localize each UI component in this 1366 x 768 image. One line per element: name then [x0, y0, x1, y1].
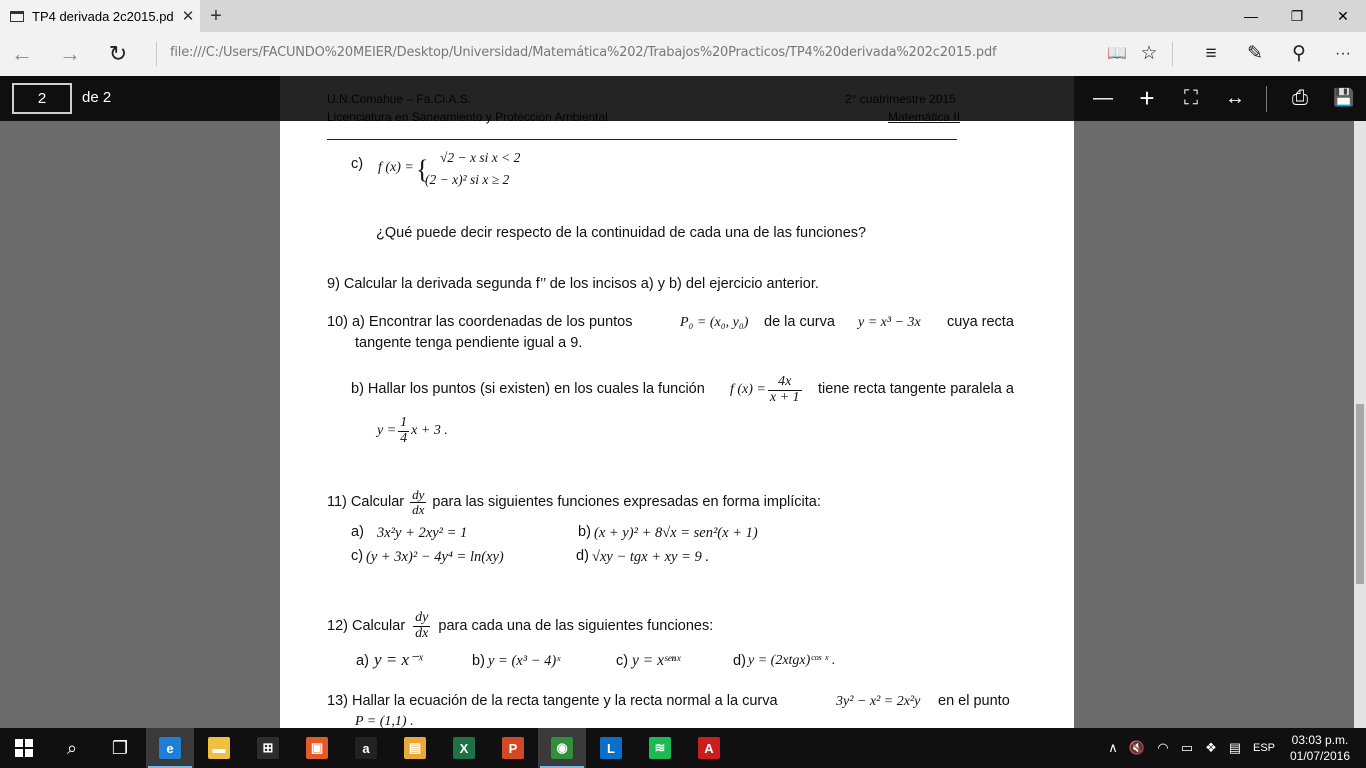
close-window-button[interactable]: ✕ [1337, 8, 1349, 24]
url-field[interactable]: file:///C:/Users/FACUNDO%20MEIER/Desktop/Universidad/Matemática%202/Trabajos%20Practicos/TP4%20derivada%202c2015.pdf [170, 45, 997, 60]
exercise-10a-text-2: de la curva [764, 314, 835, 330]
taskbar-app-excel[interactable] [440, 728, 488, 768]
refresh-button[interactable]: ↻ [108, 41, 128, 66]
derivative-fraction [413, 611, 430, 641]
pdf-viewer [0, 76, 1366, 728]
clock[interactable] [1284, 732, 1356, 764]
y-equals: y = [377, 423, 397, 438]
zoom-out-button[interactable]: — [1093, 87, 1113, 109]
ex12-b-label: b) [472, 653, 485, 669]
clock-time: 03:03 p.m. [1291, 733, 1349, 747]
exercise-10a-text: 10) a) Encontrar las coordenadas de los puntos [327, 314, 633, 330]
volume-icon[interactable]: 🔇 [1128, 740, 1146, 755]
exercise-11-text-2: para las siguientes funciones expresadas en forma implícita: [432, 494, 821, 510]
taskbar-app-photos[interactable] [293, 728, 341, 768]
exercise-10b-text: b) Hallar los puntos (si existen) en los cuales la función [351, 381, 705, 397]
tab-page-icon [10, 11, 24, 22]
favorite-star-icon[interactable]: ☆ [1140, 43, 1158, 64]
fit-width-button[interactable]: ↔ [1225, 87, 1245, 109]
exercise-10b-function [730, 370, 804, 410]
zoom-in-button[interactable]: + [1139, 83, 1155, 113]
maximize-button[interactable]: ❐ [1290, 8, 1304, 24]
item-c-label: c) [351, 156, 364, 172]
line-rest: x + 3 . [411, 423, 448, 438]
denominator: dx [412, 501, 425, 517]
new-tab-button[interactable]: + [210, 5, 222, 27]
tray-chevron-icon[interactable]: ∧ [1108, 740, 1118, 755]
divider [156, 42, 157, 66]
pdf-page [280, 76, 1074, 728]
exercise-10b-line [377, 410, 448, 452]
tab-title: TP4 derivada 2c2015.pd [32, 8, 174, 24]
numerator: dy [412, 486, 425, 502]
divider [1266, 86, 1267, 112]
edge-icon: e [159, 737, 181, 759]
exercise-12-heading [327, 606, 713, 646]
item-c-case-1: √2 − x si x < 2 [440, 150, 521, 165]
brace: { [416, 155, 429, 184]
powerpoint-icon: P [502, 737, 524, 759]
wifi-icon[interactable]: ◠ [1157, 740, 1169, 755]
exercise-9: 9) Calcular la derivada segunda f’’ de los incisos a) y b) del ejercicio anterior. [327, 276, 819, 292]
item-c-case-2: (2 − x)² si x ≥ 2 [425, 172, 510, 187]
notifications-icon[interactable]: ▤ [1228, 740, 1242, 755]
ex12-a-expression: y = x⁻ˣ [374, 650, 423, 669]
denominator: dx [415, 625, 429, 641]
exercise-13-text-2: en el punto [938, 693, 1010, 709]
reading-view-icon[interactable]: 📖 [1107, 45, 1127, 62]
minimize-button[interactable]: — [1244, 8, 1258, 24]
exercise-13-text: 13) Hallar la ecuación de la recta tangente y la recta normal a la curva [327, 693, 778, 709]
function-name: f (x) = [730, 382, 766, 397]
back-button[interactable]: ← [11, 41, 33, 66]
chrome-icon: ◉ [551, 737, 573, 759]
scrollbar-thumb[interactable] [1356, 404, 1364, 584]
taskbar-app-file-explorer[interactable] [195, 728, 243, 768]
continuity-question: ¿Qué puede decir respecto de la continuidad de cada una de las funciones? [376, 225, 867, 241]
spotify-icon: ≋ [649, 737, 671, 759]
tab-strip [0, 0, 1366, 32]
exercise-11-heading [327, 482, 821, 522]
exercise-10a-line-2: tangente tenga pendiente igual a 9. [355, 335, 583, 351]
print-button[interactable]: ⎙ [1292, 87, 1308, 109]
hub-icon[interactable]: ≡ [1205, 43, 1217, 64]
ex11-c-expression: (y + 3x)² − 4y⁴ = ln(xy) [366, 549, 504, 565]
clock-date: 01/07/2016 [1289, 749, 1351, 763]
exercise-12-text-2: para cada una de las siguientes funciones: [438, 618, 714, 634]
vertical-scrollbar[interactable] [1354, 121, 1366, 728]
taskbar-app-store[interactable] [244, 728, 292, 768]
exercise-11-text: 11) Calcular [327, 494, 405, 510]
taskbar-app-powerpoint[interactable] [489, 728, 537, 768]
exercise-12-text: 12) Calcular [327, 618, 406, 634]
task-view-icon: ❐ [111, 737, 129, 758]
task-view-button[interactable] [96, 728, 144, 768]
page-count-label: de 2 [82, 89, 112, 106]
excel-icon: X [453, 737, 475, 759]
start-button[interactable] [0, 728, 48, 768]
item-c-function-name: f (x) = [378, 160, 414, 175]
numerator: 1 [400, 414, 408, 430]
ex11-d-label: d) [576, 548, 589, 564]
derivative-fraction [410, 488, 426, 516]
numerator: dy [415, 609, 429, 625]
exercise-10a-curve: y = x³ − 3x [858, 315, 921, 330]
taskbar-app-lync[interactable] [587, 728, 635, 768]
amazon-icon: a [355, 737, 377, 759]
ex11-b-label: b) [578, 524, 591, 540]
taskbar-app-edge[interactable] [146, 728, 194, 768]
taskbar-app-amazon[interactable] [342, 728, 390, 768]
taskbar [0, 728, 1366, 768]
web-note-icon[interactable]: ✎ [1247, 43, 1263, 64]
ex12-d-expression: y = (2xtgx)ᶜᵒˢ ˣ . [748, 653, 836, 668]
search-icon: ⌕ [66, 737, 78, 758]
pdf-toolbar [0, 76, 1366, 121]
ex12-a-label: a) [356, 653, 369, 669]
taskbar-app-chrome[interactable] [538, 728, 586, 768]
taskbar-app-spotify[interactable] [636, 728, 684, 768]
acrobat-icon: A [698, 737, 720, 759]
fit-page-button[interactable]: ⛶ [1184, 87, 1198, 109]
ex11-d-expression: √xy − tgx + xy = 9 . [592, 549, 710, 565]
dropbox-icon[interactable]: ❖ [1205, 740, 1217, 755]
ex12-d-label: d) [733, 653, 746, 669]
taskbar-app-acrobat[interactable] [685, 728, 733, 768]
ex11-a-expression: 3x²y + 2xy² = 1 [377, 525, 468, 541]
taskbar-app-ebook[interactable] [391, 728, 439, 768]
denominator: x + 1 [769, 389, 800, 405]
ebook-icon: ▤ [404, 737, 426, 759]
exercise-13-curve: 3y² − x² = 2x²y [836, 694, 921, 709]
ex11-c-label: c) [351, 548, 364, 564]
forward-button[interactable]: → [59, 41, 81, 66]
more-icon[interactable]: ··· [1335, 45, 1351, 62]
share-icon[interactable]: ⚲ [1292, 43, 1306, 64]
address-bar-row [0, 32, 1366, 76]
header-rule [327, 139, 957, 140]
fraction [768, 375, 802, 405]
tab-close-button[interactable]: ✕ [181, 8, 195, 25]
exercise-13-point: P = (1,1) . [355, 714, 414, 728]
exercise-10a-text-3: cuya recta [947, 314, 1014, 330]
file-explorer-icon: ▬ [208, 737, 230, 759]
windows-logo-icon [15, 739, 33, 757]
store-icon: ⊞ [257, 737, 279, 759]
exercise-10a-point: P₀ = (x₀, y₀) [680, 315, 749, 330]
tab-pdf[interactable] [0, 0, 200, 32]
lync-icon: L [600, 737, 622, 759]
divider [1172, 42, 1173, 66]
ex11-b-expression: (x + y)² + 8√x = sen²(x + 1) [594, 525, 758, 541]
photos-icon: ▣ [306, 737, 328, 759]
ex12-b-expression: y = (x³ − 4)ˣ [488, 653, 561, 669]
language-indicator[interactable]: ESP [1252, 742, 1275, 754]
battery-icon[interactable]: ▭ [1180, 740, 1194, 755]
ex12-c-expression: y = xˢᵉⁿˣ [632, 652, 681, 669]
page-number-input[interactable]: 2 [12, 83, 72, 114]
exercise-10b-text-2: tiene recta tangente paralela a [818, 381, 1014, 397]
fraction [398, 416, 409, 446]
ex11-a-label: a) [351, 524, 364, 540]
search-button[interactable] [48, 728, 96, 768]
denominator: 4 [400, 430, 408, 446]
ex12-c-label: c) [616, 653, 629, 669]
save-button[interactable]: 💾 [1333, 88, 1355, 107]
numerator: 4x [768, 375, 802, 391]
